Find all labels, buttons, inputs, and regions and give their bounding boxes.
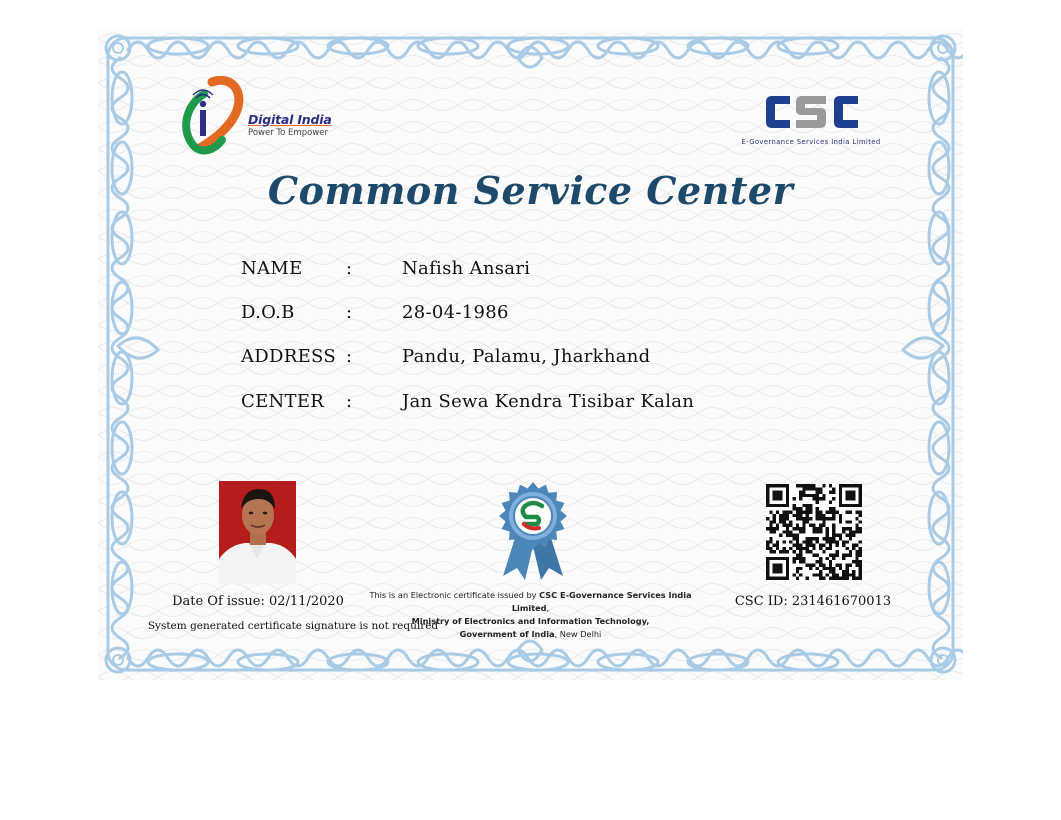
issuer-line-2 <box>353 615 708 628</box>
issuer-location: , New Delhi <box>554 629 602 639</box>
field-separator: : <box>346 302 353 323</box>
issuer-line-1 <box>353 589 708 615</box>
field-value: Jan Sewa Kendra Tisibar Kalan <box>402 391 695 412</box>
profile-photo <box>219 481 296 584</box>
certificate-title: Common Service Center <box>267 168 794 213</box>
signature-note: System generated certificate signature is not required <box>147 620 439 632</box>
field-value: Pandu, Palamu, Jharkhand <box>402 346 651 367</box>
field-label: CENTER <box>241 391 325 412</box>
issuer-line-3 <box>353 628 708 641</box>
issuer-org: CSC E-Governance Services India Limited <box>511 590 692 613</box>
csc-subtitle: E-Governance Services India Limited <box>741 138 881 146</box>
qr-code-icon <box>766 484 862 580</box>
field-label: ADDRESS <box>241 346 337 367</box>
field-label: NAME <box>241 258 303 279</box>
issuer-statement <box>353 589 708 641</box>
issuer-line-1-pre: This is an Electronic certificate issued by <box>369 590 540 600</box>
digital-india-tagline: Power To Empower <box>248 128 328 138</box>
issuer-government: Government of India <box>459 629 555 639</box>
issuer-line-1-post: , <box>546 603 550 613</box>
field-label: D.O.B <box>241 302 295 323</box>
csc-id: CSC ID: 231461670013 <box>734 594 892 609</box>
field-value: Nafish Ansari <box>402 258 531 279</box>
digital-india-wordmark <box>248 112 332 138</box>
field-separator: : <box>346 346 353 367</box>
certificate <box>98 28 963 680</box>
csc-logo <box>762 88 862 136</box>
field-separator: : <box>346 391 353 412</box>
digital-india-name: Digital India <box>248 112 332 127</box>
field-value: 28-04-1986 <box>402 302 509 323</box>
field-separator: : <box>346 258 353 279</box>
award-ribbon-badge-icon <box>493 480 573 582</box>
issuer-ministry: Ministry of Electronics and Information Technology, <box>411 616 650 626</box>
date-of-issue: Date Of issue: 02/11/2020 <box>172 594 344 609</box>
